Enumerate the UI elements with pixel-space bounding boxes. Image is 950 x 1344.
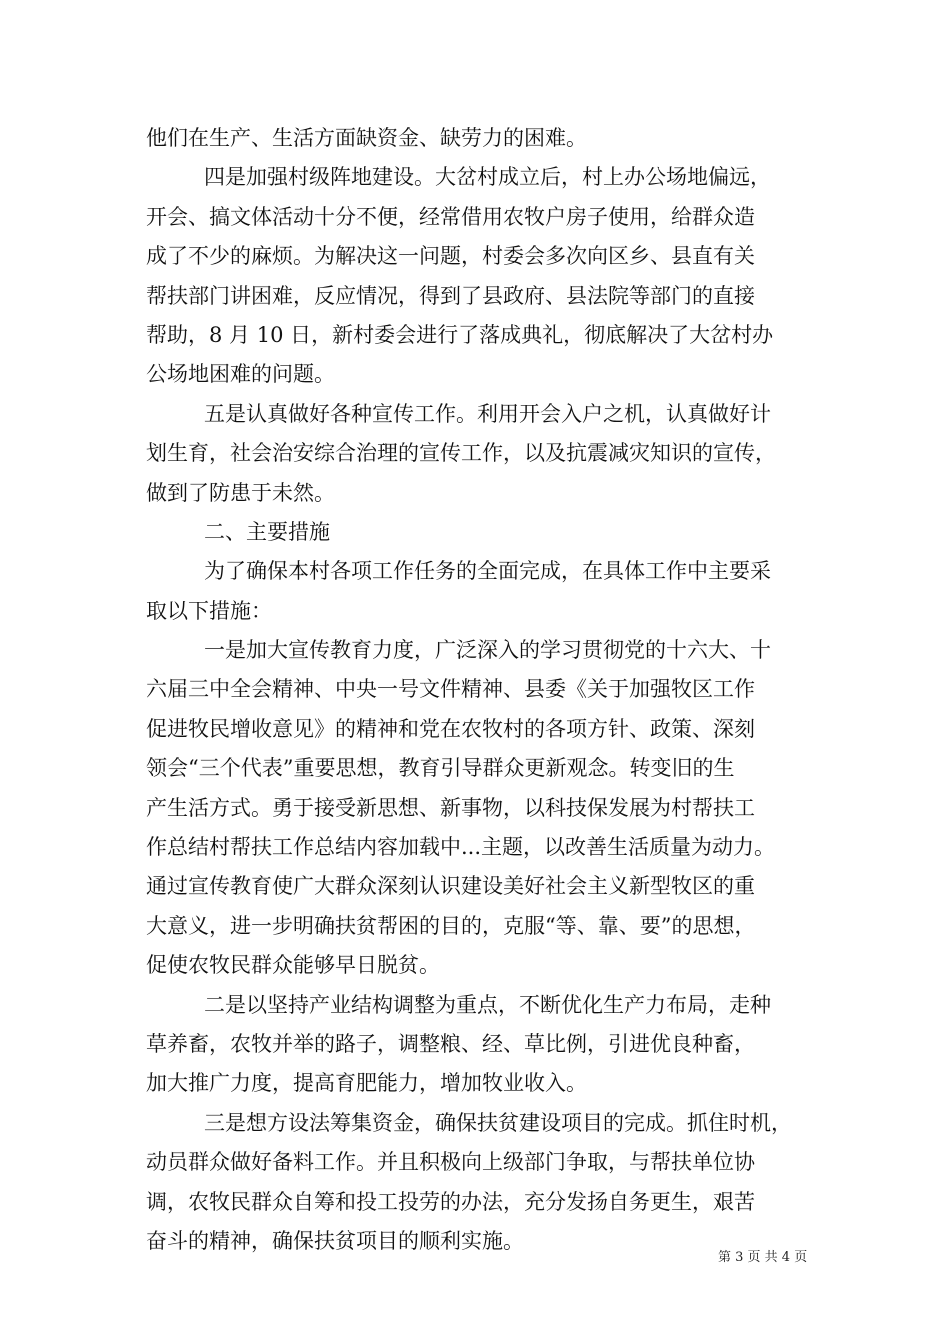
text-line: 为了确保本村各项工作任务的全面完成，在具体工作中主要采 [204, 559, 771, 584]
text-line: 促进牧民增收意见》的精神和党在农牧村的各项方针、政策、深刻 [146, 716, 755, 741]
text-line: 划生育，社会治安综合治理的宣传工作，以及抗震减灾知识的宣传， [146, 441, 776, 466]
text-line: 开会、搞文体活动十分不便，经常借用农牧户房子使用，给群众造 [146, 204, 755, 229]
text-line: 成了不少的麻烦。为解决这一问题，村委会多次向区乡、县直有关 [146, 244, 755, 269]
text-line: 取以下措施： [146, 598, 272, 623]
text-line: 大意义，进一步明确扶贫帮困的目的，克服“等、靠、要”的思想， [146, 913, 756, 938]
text-line: 通过宣传教育使广大群众深刻认识建设美好社会主义新型牧区的重 [146, 874, 755, 899]
text-line: 五是认真做好各种宣传工作。利用开会入户之机，认真做好计 [204, 401, 771, 426]
text-line: 三是想方设法筹集资金，确保扶贫建设项目的完成。抓住时机， [204, 1110, 792, 1135]
document-body [146, 119, 826, 1261]
text-line: 产生活方式。勇于接受新思想、新事物，以科技保发展为村帮扶工 [146, 795, 755, 820]
section-heading: 二、主要措施 [204, 519, 330, 544]
text-line: 他们在生产、生活方面缺资金、缺劳力的困难。 [146, 126, 587, 150]
text-line: 调，农牧民群众自筹和投工投劳的办法，充分发扬自务更生，艰苦 [146, 1189, 755, 1214]
page-number: 第 3 页 共 4 页 [718, 1250, 808, 1265]
text-line: 动员群众做好备料工作。并且积极向上级部门争取，与帮扶单位协 [146, 1150, 755, 1175]
text-line: 做到了防患于未然。 [146, 480, 335, 505]
text-line: 奋斗的精神，确保扶贫项目的顺利实施。 [146, 1228, 524, 1253]
text-line: 作总结村帮扶工作总结内容加载中...主题，以改善生活质量为动力。 [146, 835, 776, 860]
text-line: 加大推广力度，提高育肥能力，增加牧业收入。 [146, 1071, 587, 1096]
text-line: 草养畜，农牧并举的路子，调整粮、经、草比例，引进优良种畜， [146, 1031, 755, 1056]
text-line: 一是加大宣传教育力度，广泛深入的学习贯彻党的十六大、十 [204, 638, 771, 663]
text-line: 帮扶部门讲困难，反应情况，得到了县政府、县法院等部门的直接 [146, 283, 755, 308]
text-line: 六届三中全会精神、中央一号文件精神、县委《关于加强牧区工作 [146, 677, 755, 702]
text-line: 帮助，8 月 10 日，新村委会进行了落成典礼，彻底解决了大岔村办 [146, 322, 774, 347]
text-line: 公场地困难的问题。 [146, 362, 335, 387]
text-line: 四是加强村级阵地建设。大岔村成立后，村上办公场地偏远， [204, 165, 771, 190]
text-line: 促使农牧民群众能够早日脱贫。 [146, 953, 440, 978]
text-line: 领会“三个代表”重要思想，教育引导群众更新观念。转变旧的生 [146, 756, 735, 781]
text-line: 二是以坚持产业结构调整为重点，不断优化生产力布局，走种 [204, 992, 771, 1017]
